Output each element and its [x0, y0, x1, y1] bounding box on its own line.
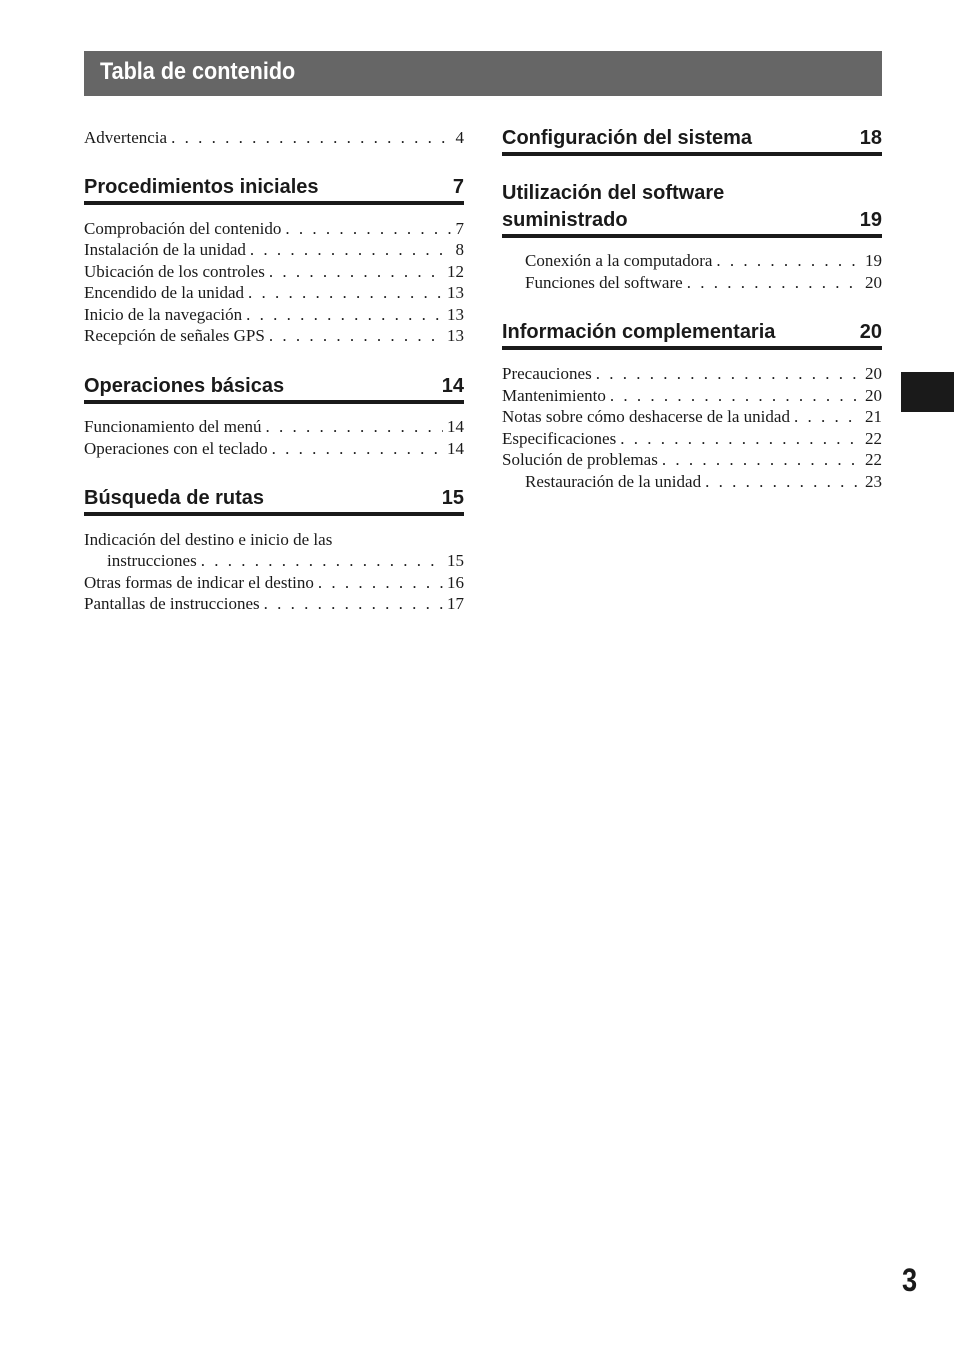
section-title: Operaciones básicas [84, 375, 285, 397]
section-title-line1: Utilización del software [502, 182, 725, 204]
section-configuracion-del-sistema[interactable] [502, 125, 882, 156]
section-page: 18 [859, 127, 882, 149]
section-title: Procedimientos iniciales [84, 176, 319, 198]
toc-entry[interactable]: Especificaciones . . . 22 [502, 428, 882, 449]
section-title: Información complementaria [502, 321, 776, 343]
section-page: 19 [859, 209, 882, 231]
section-busqueda-de-rutas[interactable] [84, 485, 464, 516]
toc-entry[interactable]: Mantenimiento . . . 20 [502, 385, 882, 406]
section-page: 7 [452, 176, 464, 198]
toc-entry-line1[interactable]: Indicación del destino e inicio de las [84, 530, 333, 549]
toc-entry[interactable]: Otras formas de indicar el destino . . . 16 [84, 572, 464, 593]
toc-entry[interactable]: Ubicación de los controles . . . 12 [84, 261, 464, 282]
page-title: Tabla de contenido [100, 58, 296, 85]
section-page: 15 [441, 487, 464, 509]
section-page: 14 [441, 375, 464, 397]
section-page: 20 [859, 321, 882, 343]
toc-entry[interactable]: Solución de problemas . . . 22 [502, 449, 882, 470]
toc-entry[interactable]: Comprobación del contenido . . . 7 [84, 218, 464, 239]
toc-entry[interactable]: Notas sobre cómo deshacerse de la unidad . . . 21 [502, 406, 882, 427]
toc-entry-advertencia[interactable]: Advertencia . . . 4 [84, 127, 464, 148]
toc-entry[interactable]: Pantallas de instrucciones . . . 17 [84, 593, 464, 614]
page-number: 3 [902, 1262, 918, 1298]
toc-entry[interactable]: Funcionamiento del menú . . . 14 [84, 416, 464, 437]
section-title: suministrado [502, 209, 628, 231]
toc-entry[interactable]: Conexión a la computadora . . . 19 [502, 250, 882, 271]
toc-entry[interactable]: Precauciones . . . 20 [502, 363, 882, 384]
title-bar [84, 51, 882, 96]
section-informacion-complementaria[interactable] [502, 319, 882, 350]
section-operaciones-basicas[interactable] [84, 373, 464, 404]
toc-entry[interactable]: Encendido de la unidad . . . 13 [84, 282, 464, 303]
toc-entry[interactable]: Inicio de la navegación . . . 13 [84, 304, 464, 325]
toc-entry[interactable]: Instalación de la unidad . . . 8 [84, 239, 464, 260]
section-procedimientos-iniciales[interactable] [84, 174, 464, 205]
section-title: Configuración del sistema [502, 127, 753, 149]
section-utilizacion-del-software[interactable] [502, 180, 882, 238]
toc-entry[interactable]: Recepción de señales GPS . . . 13 [84, 325, 464, 346]
toc-entry[interactable]: Operaciones con el teclado . . . 14 [84, 438, 464, 459]
side-tab-marker [901, 372, 954, 412]
section-title: Búsqueda de rutas [84, 487, 265, 509]
toc-entry[interactable]: Restauración de la unidad . . . 23 [502, 471, 882, 492]
toc-entry[interactable]: instrucciones . . . 15 [84, 550, 464, 571]
toc-entry[interactable]: Funciones del software . . . 20 [502, 272, 882, 293]
